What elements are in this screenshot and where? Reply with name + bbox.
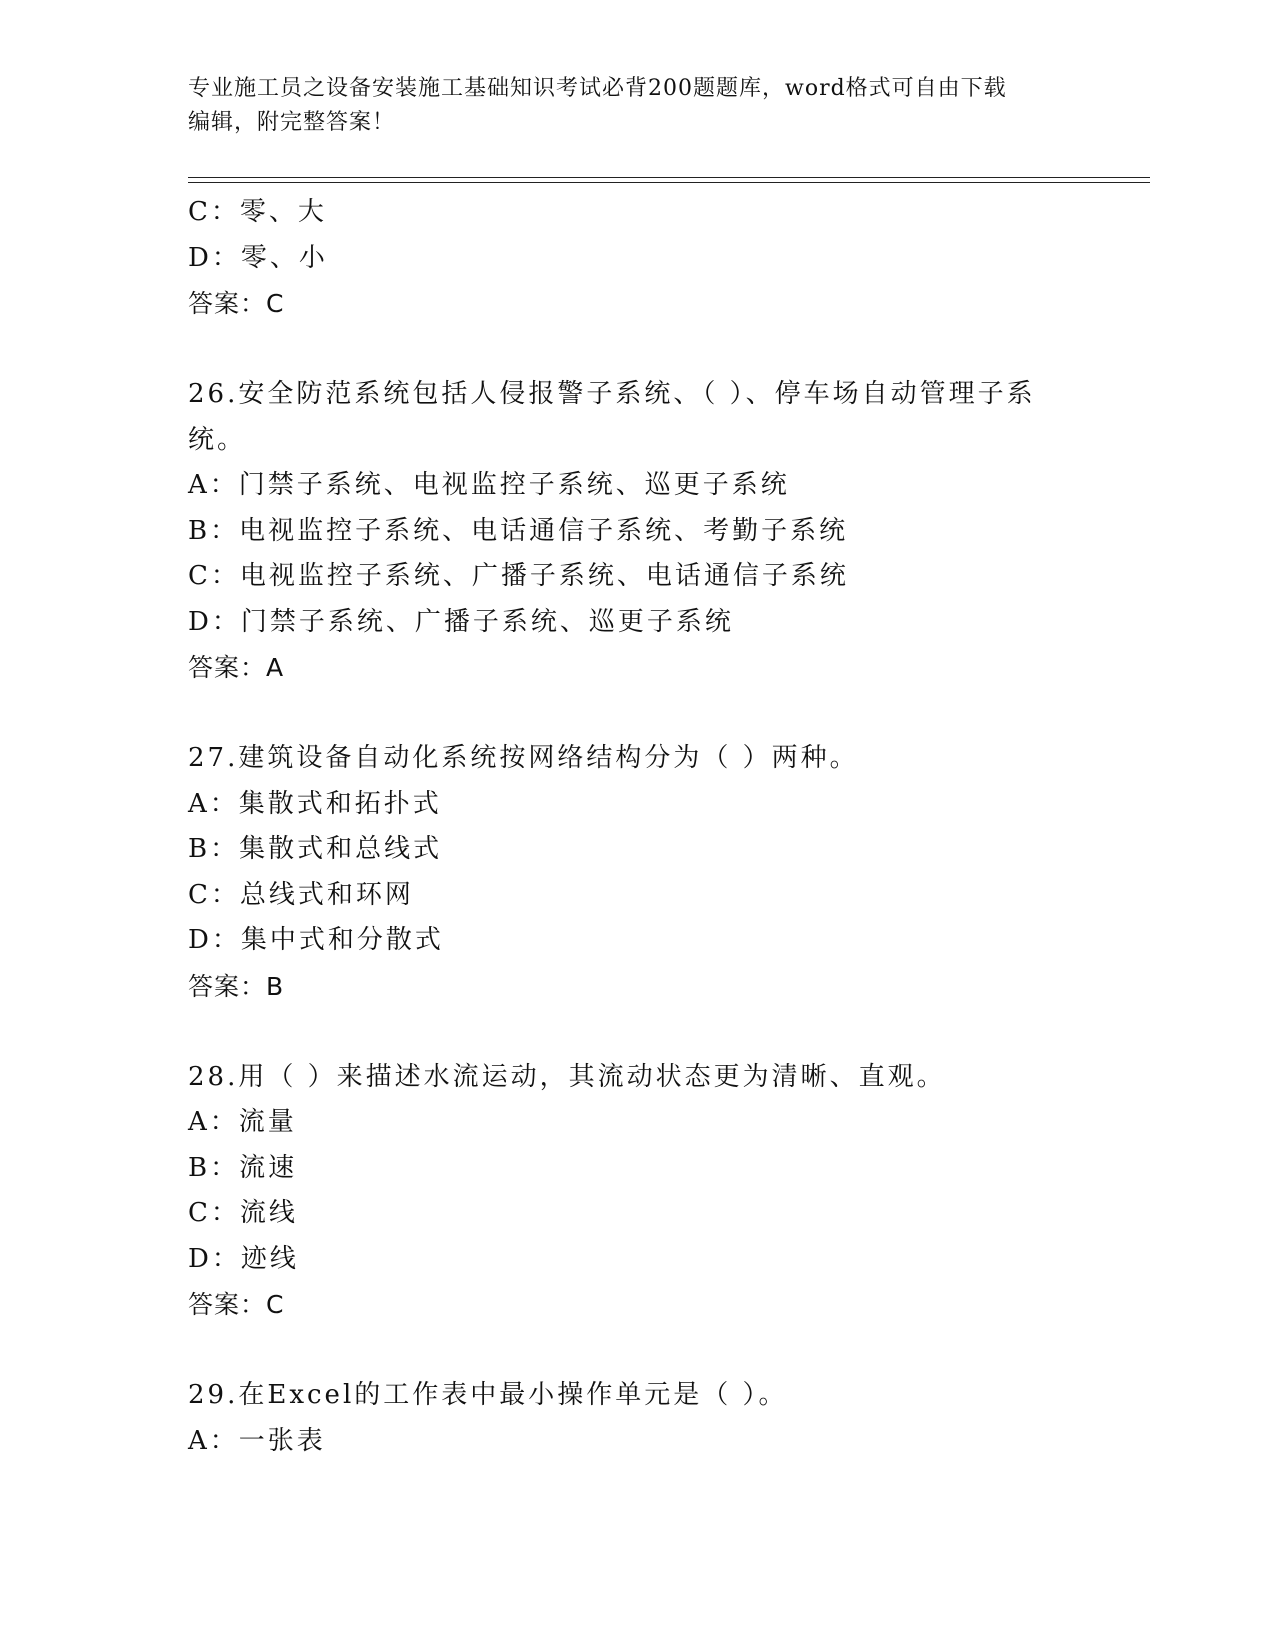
option-b: B：集散式和总线式 [188,834,443,864]
option-a: A：流量 [188,1107,297,1137]
option-d: D：零、小 [188,242,328,273]
option-b: B：电视监控子系统、电话通信子系统、考勤子系统 [188,515,849,546]
answer-line: 答案：C [188,1290,285,1319]
document-header [188,72,1088,140]
answer-line: 答案：B [188,971,285,1001]
question-stem: 27.建筑设备自动化系统按网络结构分为（ ）两种。 [188,743,859,773]
question-stem: 29.在Excel的工作表中最小操作单元是（ ）。 [188,1380,788,1410]
question-29 [188,1373,1088,1464]
question-stem: 26.安全防范系统包括人侵报警子系统、（ ）、停车场自动管理子系 [188,379,1036,409]
option-a: A：一张表 [188,1425,326,1456]
option-c: C：电视监控子系统、广播子系统、电话通信子系统 [188,561,849,591]
option-d: D：门禁子系统、广播子系统、巡更子系统 [188,606,734,637]
option-c: C：总线式和环网 [188,879,414,910]
question-27 [188,736,1088,1009]
option-b: B：流速 [188,1152,298,1183]
header-divider-bottom [188,182,1150,183]
question-26 [188,372,1088,691]
question-25-fragment [188,190,1088,327]
header-divider-top [188,177,1150,178]
option-c: C：零、大 [188,197,327,227]
option-a: A：集散式和拓扑式 [188,788,442,819]
header-title-line-2: 编辑，附完整答案！ [188,110,396,135]
answer-line: 答案：A [188,653,285,682]
question-stem: 28.用（ ）来描述水流运动，其流动状态更为清晰、直观。 [188,1061,946,1092]
option-d: D：集中式和分散式 [188,925,444,955]
question-stem-continued: 统。 [188,424,247,455]
option-d: D：迹线 [188,1243,299,1274]
option-a: A：门禁子系统、电视监控子系统、巡更子系统 [188,470,790,500]
question-list [188,190,1088,1464]
answer-line: 答案：C [188,289,285,318]
header-title-line-1: 专业施工员之设备安装施工基础知识考试必背200题题库，word格式可自由下载 [188,76,1007,101]
question-28 [188,1055,1088,1328]
option-c: C：流线 [188,1198,298,1228]
